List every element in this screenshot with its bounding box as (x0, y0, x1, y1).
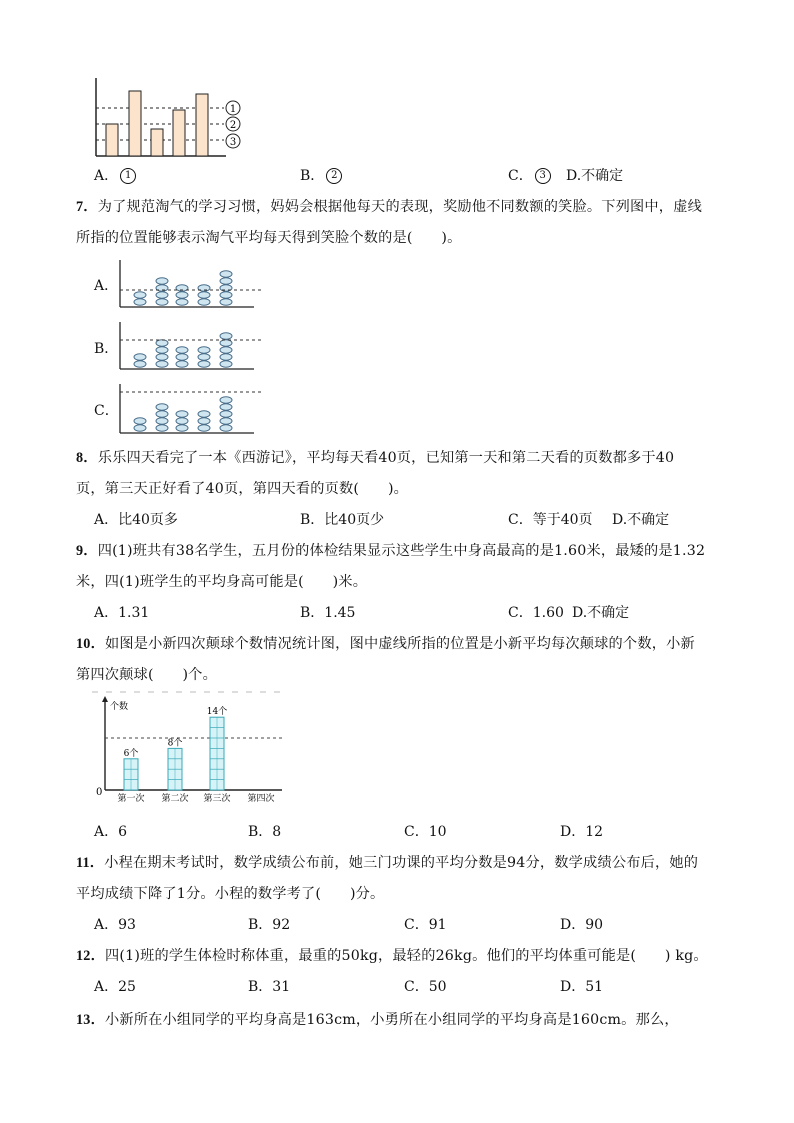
q10-origin-label: 0 (96, 787, 103, 798)
q7-line-1: 7．为了规范淘气的学习习惯，妈妈会根据他每天的表现，奖励他不同数额的笑脸。下列图中，虚线 (76, 199, 702, 215)
q6-bar-chart (90, 74, 250, 160)
q6-option-a[interactable]: A． 1 (94, 165, 136, 185)
q11-line-1: 11．小程在期末考试时，数学成绩公布前，她三门功课的平均分数是94分，数学成绩公布后，她的 (76, 855, 699, 871)
q6-option-d[interactable]: D.不确定 (566, 168, 624, 184)
q6-marker-1: 1 (229, 104, 237, 115)
q6-bar-1 (106, 124, 118, 156)
smiley-chip (134, 425, 146, 431)
q8-option-d[interactable]: D.不确定 (612, 512, 670, 528)
q13-line-1: 13．小新所在小组同学的平均身高是163cm，小勇所在小组同学的平均身高是160cm。那么， (76, 1012, 679, 1028)
q9-option-d[interactable]: D.不确定 (572, 605, 630, 621)
smiley-chip (220, 340, 232, 346)
q8-line-2: 页，第三天正好看了40页，第四天看的页数( )。 (76, 481, 409, 497)
smiley-chip (198, 354, 210, 360)
smiley-chip (220, 333, 232, 339)
smiley-chip (134, 354, 146, 360)
q10-x-label-3: 第三次 (203, 794, 231, 804)
smiley-chip (156, 347, 168, 353)
q10-x-label-4: 第四次 (247, 794, 275, 804)
smiley-chip (176, 347, 188, 353)
q6-marker-3: 3 (229, 137, 237, 148)
smiley-chip (220, 278, 232, 284)
smiley-chip (156, 404, 168, 410)
smiley-chip (198, 347, 210, 353)
q7-line-2: 所指的位置能够表示淘气平均每天得到笑脸个数的是( )。 (76, 230, 462, 246)
q9-option-c[interactable]: C．1.60 (508, 605, 564, 621)
smiley-chip (176, 361, 188, 367)
q10-y-axis-label: 个数 (110, 702, 129, 712)
smiley-chip (156, 418, 168, 424)
smiley-chip (134, 299, 146, 305)
smiley-chip (134, 292, 146, 298)
smiley-chip (220, 411, 232, 417)
q10-data-label-1: 6个 (123, 748, 139, 759)
smiley-chip (198, 425, 210, 431)
smiley-chip (198, 292, 210, 298)
smiley-chip (156, 411, 168, 417)
smiley-chip (176, 299, 188, 305)
q9-line-2: 米，四(1)班学生的平均身高可能是( )米。 (76, 574, 368, 590)
q10-data-label-3: 14个 (206, 707, 228, 718)
smiley-chip (156, 278, 168, 284)
smiley-chip (198, 361, 210, 367)
q7-option-c-label[interactable]: C． (94, 403, 119, 419)
smiley-chip (220, 354, 232, 360)
q10-line-1: 10．如图是小新四次颠球个数情况统计图，图中虚线所指的位置是小新平均每次颠球的个数，小新 (76, 636, 695, 652)
q7-chip-chart-b (118, 320, 268, 372)
smiley-chip (134, 418, 146, 424)
smiley-chip (220, 418, 232, 424)
smiley-chip (156, 340, 168, 346)
q9-option-b[interactable]: B．1.45 (300, 605, 356, 621)
q10-line-2: 第四次颠球( )个。 (76, 667, 217, 683)
q9-line-1: 9．四(1)班共有38名学生，五月份的体检结果显示这些学生中身高最高的是1.60米，最矮的是1.32 (76, 543, 706, 559)
q11-option-a[interactable]: A．93 (94, 917, 136, 933)
smiley-chip (220, 292, 232, 298)
smiley-chip (156, 361, 168, 367)
q11-option-b[interactable]: B．92 (248, 917, 291, 933)
q10-x-label-2: 第二次 (161, 794, 189, 804)
smiley-chip (220, 397, 232, 403)
smiley-chip (220, 299, 232, 305)
smiley-chip (156, 425, 168, 431)
q12-option-d[interactable]: D．51 (560, 979, 604, 995)
q12-option-a[interactable]: A．25 (94, 979, 136, 995)
smiley-chip (220, 361, 232, 367)
smiley-chip (198, 299, 210, 305)
q6-bar-2 (129, 91, 141, 156)
q8-option-c[interactable]: C．等于40页 (508, 512, 593, 528)
q6-bar-4 (173, 110, 185, 156)
q7-option-a-label[interactable]: A． (94, 278, 119, 294)
smiley-chip (176, 354, 188, 360)
q11-option-d[interactable]: D．90 (560, 917, 604, 933)
q7-option-b-label[interactable]: B． (94, 341, 119, 357)
q10-x-label-1: 第一次 (117, 794, 145, 804)
smiley-chip (176, 411, 188, 417)
smiley-chip (220, 271, 232, 277)
circled-number: 3 (535, 168, 551, 184)
q10-option-b[interactable]: B．8 (248, 824, 282, 840)
q7-chip-chart-c (118, 382, 268, 436)
q10-option-d[interactable]: D．12 (560, 824, 604, 840)
q7-chip-chart-a (118, 258, 268, 310)
q10-bar-chart (86, 688, 288, 810)
smiley-chip (156, 354, 168, 360)
circled-number: 1 (120, 168, 136, 184)
q12-option-b[interactable]: B．31 (248, 979, 291, 995)
q11-option-c[interactable]: C．91 (404, 917, 447, 933)
q9-option-a[interactable]: A．1.31 (94, 605, 150, 621)
smiley-chip (220, 347, 232, 353)
q12-line-1: 12．四(1)班的学生体检时称体重，最重的50kg，最轻的26kg。他们的平均体重可能是( ) kg。 (76, 948, 708, 964)
q10-option-c[interactable]: C．10 (404, 824, 447, 840)
q11-line-2: 平均成绩下降了1分。小程的数学考了( )分。 (76, 886, 385, 902)
q6-bar-5 (196, 94, 208, 156)
q12-option-c[interactable]: C．50 (404, 979, 447, 995)
circled-number: 2 (326, 168, 342, 184)
smiley-chip (198, 418, 210, 424)
q8-line-1: 8．乐乐四天看完了一本《西游记》，平均每天看40页，已知第一天和第二天看的页数都多于40 (76, 450, 675, 466)
q6-option-b[interactable]: B． 2 (300, 165, 342, 185)
q10-option-a[interactable]: A．6 (94, 824, 128, 840)
smiley-chip (176, 425, 188, 431)
smiley-chip (134, 361, 146, 367)
q8-option-b[interactable]: B．比40页少 (300, 512, 385, 528)
q10-data-label-2: 8个 (167, 738, 183, 749)
q8-option-a[interactable]: A．比40页多 (94, 512, 178, 528)
q6-marker-2: 2 (229, 120, 237, 131)
smiley-chip (220, 404, 232, 410)
smiley-chip (156, 292, 168, 298)
q6-option-c[interactable]: C． 3 (508, 165, 551, 185)
smiley-chip (176, 292, 188, 298)
smiley-chip (220, 425, 232, 431)
q6-bar-3 (151, 129, 163, 156)
smiley-chip (198, 411, 210, 417)
smiley-chip (176, 418, 188, 424)
smiley-chip (156, 299, 168, 305)
